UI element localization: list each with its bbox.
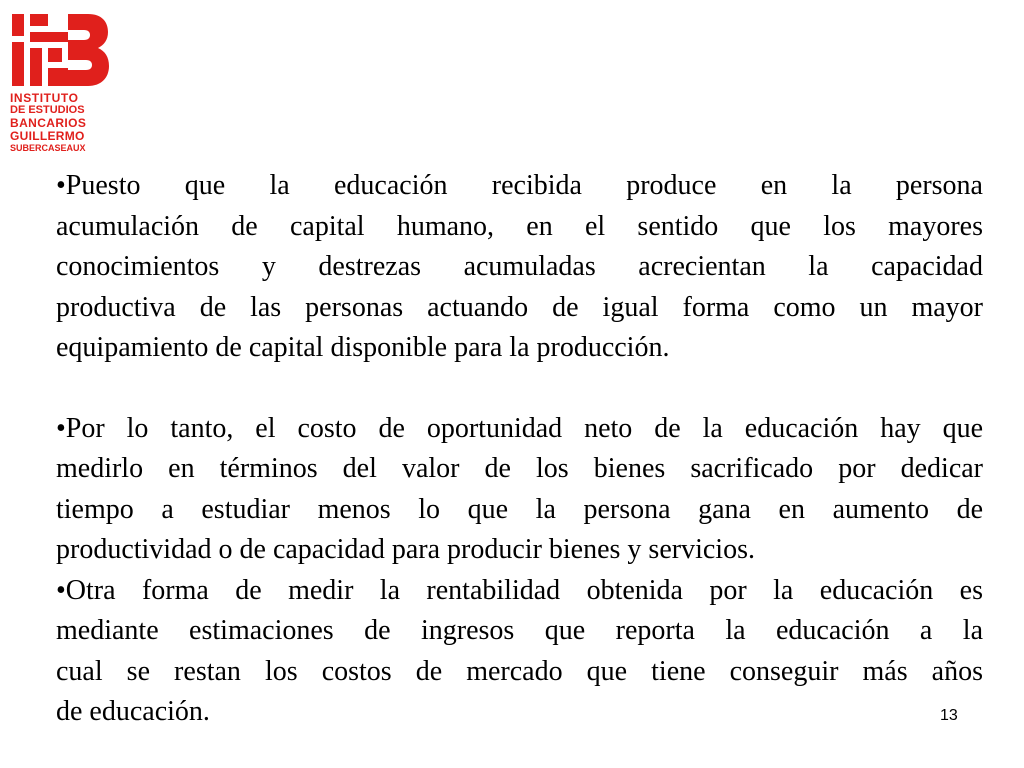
text-line: tiempo a estudiar menos lo que la persona gana en aumento de — [56, 493, 983, 525]
logo-text-line-1: INSTITUTO — [10, 91, 79, 105]
bullet-paragraph — [56, 571, 983, 733]
bullet-paragraph — [56, 409, 983, 571]
logo-block-mid-square — [48, 48, 62, 62]
logo-block-mid-bottom — [48, 68, 68, 86]
logo-block-mid-inner — [30, 48, 42, 86]
logo-text-line-2: DE ESTUDIOS — [10, 104, 85, 116]
text-line: acumulación de capital humano, en el sentido que los mayores — [56, 210, 983, 242]
text-line: •Por lo tanto, el costo de oportunidad neto de la educación hay que — [56, 412, 983, 444]
slide-body — [56, 166, 983, 733]
logo-block-left-top — [12, 14, 24, 36]
bullet-paragraph — [56, 166, 983, 369]
text-line: de educación. — [56, 696, 210, 727]
logo-block-mid-top — [30, 14, 48, 26]
logo-text-line-4: GUILLERMO — [10, 129, 85, 143]
text-line: productiva de las personas actuando de igual forma como un mayor — [56, 291, 983, 323]
logo-letter-b — [68, 14, 109, 86]
text-line: equipamiento de capital disponible para la producción. — [56, 332, 670, 363]
text-line: •Puesto que la educación recibida produce en la persona — [56, 170, 983, 201]
page-number: 13 — [940, 707, 958, 724]
logo-block-left-bottom — [12, 42, 24, 86]
text-line: conocimientos y destrezas acumuladas acrecientan la capacidad — [56, 251, 983, 282]
logo-block-mid-bar — [30, 32, 68, 42]
logo-text-line-5: SUBERCASEAUX — [10, 143, 86, 153]
text-line: medirlo en términos del valor de los bienes sacrificado por dedicar — [56, 453, 983, 484]
logo-text-line-3: BANCARIOS — [10, 116, 87, 130]
text-line: productividad o de capacidad para producir bienes y servicios. — [56, 534, 755, 565]
text-line: •Otra forma de medir la rentabilidad obtenida por la educación es — [56, 574, 983, 606]
text-line: cual se restan los costos de mercado que tiene conseguir más años — [56, 655, 983, 687]
ieb-logo-mark — [10, 12, 110, 88]
text-line: mediante estimaciones de ingresos que reporta la educación a la — [56, 615, 983, 646]
institute-logo — [8, 12, 112, 158]
paragraph-spacer — [56, 369, 983, 409]
